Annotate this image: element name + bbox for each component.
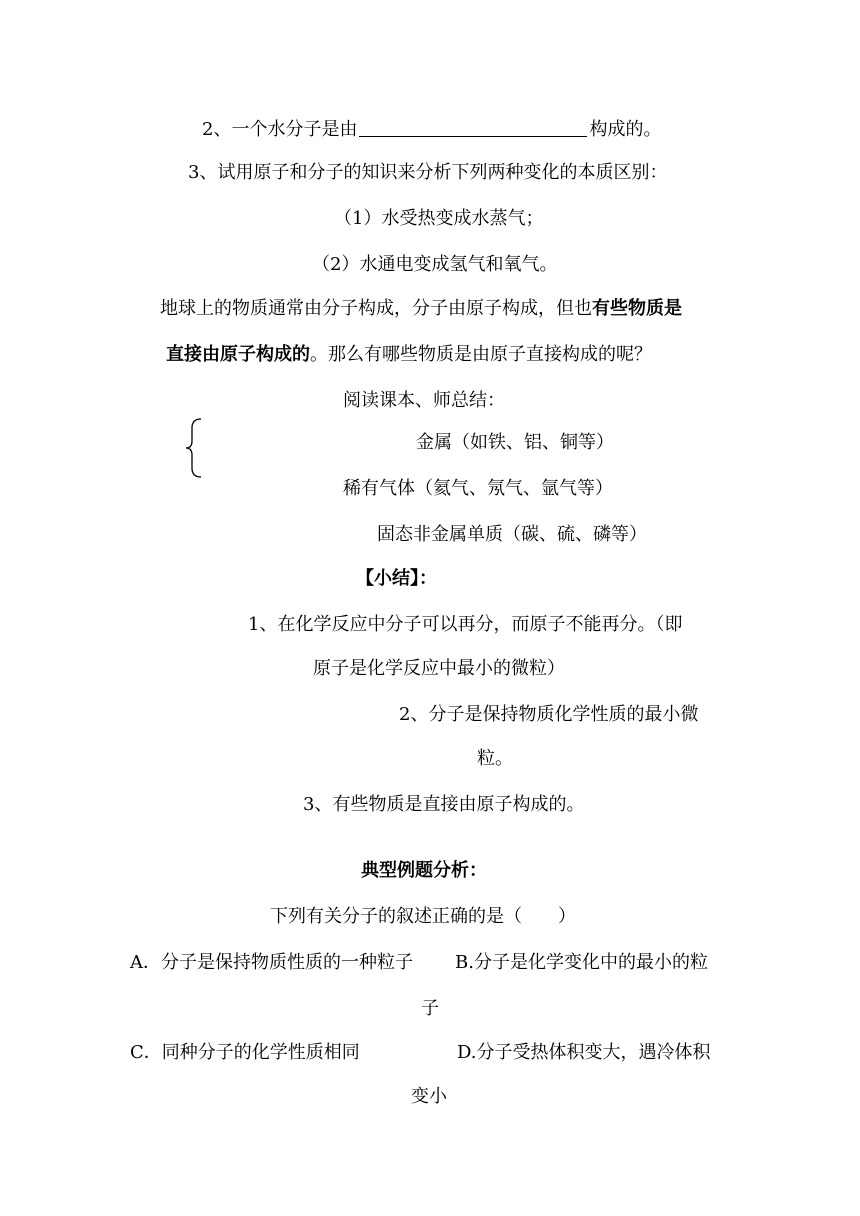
option-c: C．同种分子的化学性质相同 — [130, 1042, 360, 1063]
question-2-suffix: 构成的。 — [589, 119, 662, 140]
summary-point-2-line-1: 2、分子是保持物质化学性质的最小微 — [399, 704, 699, 725]
option-d-line-1: D.分子受热体积变大，遇冷体积 — [457, 1042, 711, 1063]
question-3-item-2: （2）水通电变成氢气和氧气。 — [312, 254, 558, 275]
answer-blank — [359, 116, 587, 137]
summary-title: 【小结】： — [356, 568, 437, 589]
question-3-title: 3、试用原子和分子的知识来分析下列两种变化的本质区别： — [188, 162, 668, 183]
question-2-prefix: 2、一个水分子是由 — [202, 119, 358, 140]
option-d-line-2: 变小 — [411, 1086, 447, 1107]
question-2 — [202, 116, 661, 143]
intro-line-1 — [160, 296, 682, 322]
intro-line-1-normal: 地球上的物质通常由分子构成，分子由原子构成，但也 — [160, 298, 592, 319]
left-brace-icon — [185, 418, 207, 478]
intro-line-1-bold: 有些物质是 — [592, 298, 682, 319]
summary-point-1-line-2: 原子是化学反应中最小的微粒） — [313, 658, 565, 679]
question-3-item-1: （1）水受热变成水蒸气； — [334, 208, 544, 229]
intro-line-2 — [166, 342, 652, 368]
summary-point-3: 3、有些物质是直接由原子构成的。 — [303, 794, 585, 815]
reading-noble-gases: 稀有气体（氦气、氖气、氩气等） — [343, 478, 613, 499]
example-question: 下列有关分子的叙述正确的是（ ） — [270, 906, 576, 927]
reading-nonmetals: 固态非金属单质（碳、硫、磷等） — [377, 524, 647, 545]
option-b-line-1: B.分子是化学变化中的最小的粒 — [455, 952, 708, 973]
reading-label: 阅读课本、师总结： — [343, 390, 505, 411]
intro-line-2-bold: 直接由原子构成的 — [166, 344, 310, 365]
intro-line-2-normal: 。那么有哪些物质是由原子直接构成的呢？ — [310, 344, 652, 365]
option-a: A．分子是保持物质性质的一种粒子 — [130, 952, 413, 973]
reading-metals: 金属（如铁、铝、铜等） — [416, 432, 614, 453]
example-heading: 典型例题分析： — [361, 860, 487, 881]
summary-point-1-line-1: 1、在化学反应中分子可以再分，而原子不能再分。（即 — [248, 614, 683, 635]
option-b-line-2: 子 — [421, 998, 439, 1019]
summary-point-2-line-2: 粒。 — [477, 748, 513, 769]
